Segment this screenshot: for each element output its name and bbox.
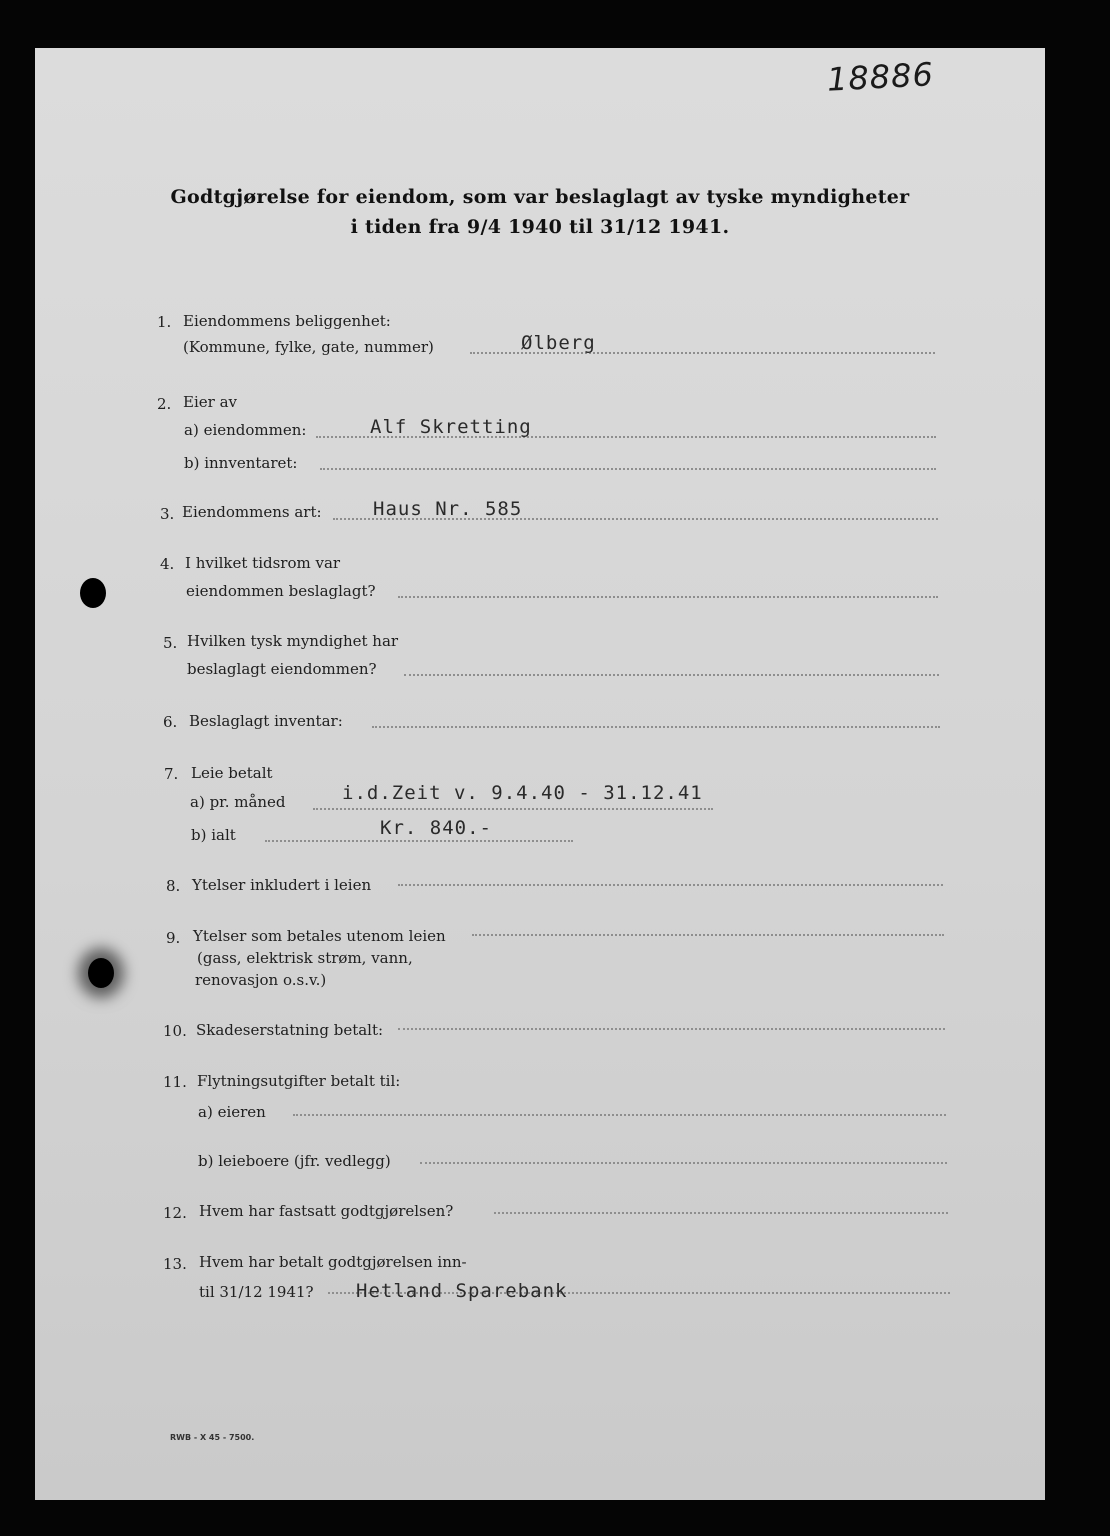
item-9-sublabel-1: (gass, elektrisk strøm, vann, [197,949,413,967]
item-7a-answer-line [313,808,713,810]
item-12-number: 12. [163,1204,187,1222]
item-1-label: Eiendommens beliggenhet: [183,312,391,330]
item-8-number: 8. [166,877,181,895]
item-2-label: Eier av [183,393,237,411]
item-7b-answer-line [265,840,573,842]
item-11a-answer-line [293,1114,946,1116]
item-7b-label: b) ialt [191,826,236,844]
item-11b-answer-line [420,1162,947,1164]
item-2b-label: b) innventaret: [184,454,298,472]
item-10-number: 10. [163,1022,187,1040]
item-7-label: Leie betalt [191,764,273,782]
archive-number: 18886 [826,55,935,99]
printer-code: RWB - X 45 - 7500. [170,1433,255,1442]
item-4-label: I hvilket tidsrom var [185,554,341,572]
item-2a-label: a) eiendommen: [184,421,307,439]
item-8-answer-line [398,884,943,886]
item-12-label: Hvem har fastsatt godtgjørelsen? [199,1202,454,1220]
item-5-sublabel: beslaglagt eiendommen? [187,660,377,678]
item-5-answer-line [404,674,939,676]
item-9-sublabel-2: renovasjon o.s.v.) [195,971,327,989]
item-3-number: 3. [160,505,175,523]
item-3-label: Eiendommens art: [182,503,322,521]
item-4-answer-line [398,596,938,598]
form-title-line-1: Godtgjørelse for eiendom, som var beslaglagt av tyske myndigheter [170,186,910,208]
item-6-number: 6. [163,713,178,731]
item-1-number: 1. [157,313,172,331]
item-11-number: 11. [163,1073,187,1091]
item-2b-answer-line [320,468,936,470]
item-2a-answer: Alf Skretting [370,416,532,438]
item-7a-label: a) pr. måned [190,793,286,811]
punch-hole-bottom [88,958,114,988]
item-12-answer-line [494,1212,948,1214]
item-6-label: Beslaglagt inventar: [189,712,343,730]
item-11-label: Flytningsutgifter betalt til: [197,1072,401,1090]
item-7b-answer: Kr. 840.- [380,817,492,839]
item-2-number: 2. [157,395,172,413]
item-9-number: 9. [166,929,181,947]
item-11b-label: b) leieboere (jfr. vedlegg) [198,1152,391,1170]
form-title-line-2: i tiden fra 9/4 1940 til 31/12 1941. [350,216,730,238]
item-3-answer: Haus Nr. 585 [373,498,523,520]
item-10-label: Skadeserstatning betalt: [196,1021,384,1039]
item-6-answer-line [372,726,940,728]
item-11a-label: a) eieren [198,1103,266,1121]
item-1-sublabel: (Kommune, fylke, gate, nummer) [183,338,434,356]
item-4-sublabel: eiendommen beslaglagt? [186,582,376,600]
item-7a-answer: i.d.Zeit v. 9.4.40 - 31.12.41 [342,782,703,804]
item-1-answer: Ølberg [521,332,596,354]
item-13-answer: Hetland Sparebank [356,1280,568,1302]
item-9-answer-line [472,934,944,936]
item-8-label: Ytelser inkludert i leien [192,876,372,894]
item-10-answer-line [398,1028,945,1030]
item-13-number: 13. [163,1255,187,1273]
item-13-sublabel: til 31/12 1941? [199,1283,314,1301]
item-5-number: 5. [163,634,178,652]
item-9-label: Ytelser som betales utenom leien [193,927,446,945]
item-5-label: Hvilken tysk myndighet har [187,632,399,650]
item-13-label: Hvem har betalt godtgjørelsen inn- [199,1253,467,1271]
item-4-number: 4. [160,555,175,573]
item-7-number: 7. [164,765,179,783]
punch-hole-top [80,578,106,608]
